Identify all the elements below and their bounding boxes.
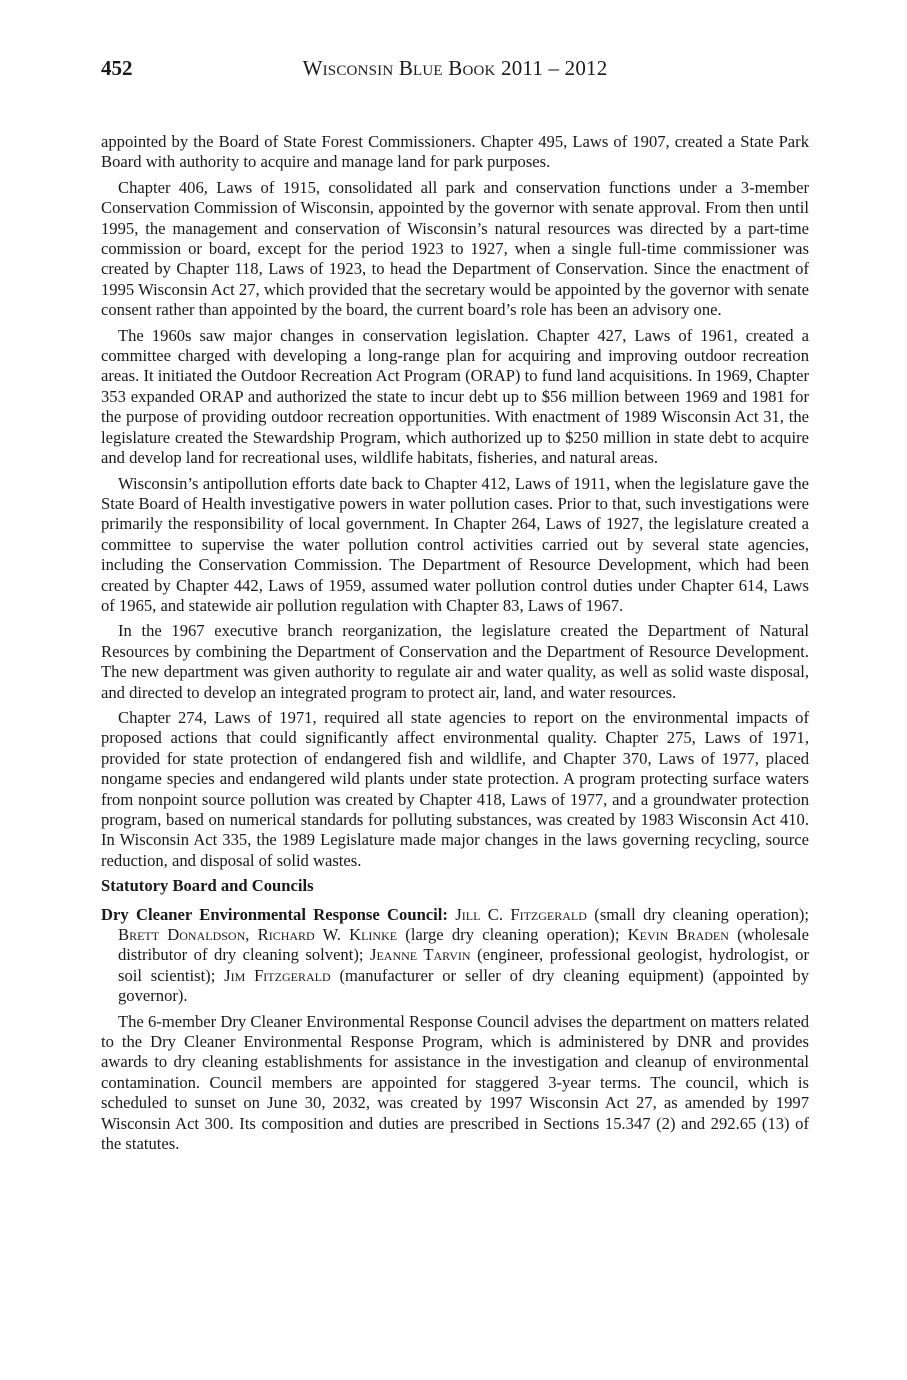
page-number: 452 [101, 56, 133, 80]
body-paragraph-3: The 1960s saw major changes in conservation legislation. Chapter 427, Laws of 1961, created a committee charged with developing a long-range plan for acquiring and improving outdoor recreation areas. It initiated the Outdoor Recreation Act Program (ORAP) to fund land acquisitions. In 1969, Chapter 353 expanded ORAP and authorized the state to incur debt up to $56 million between 1969 and 1981 for the purpose of providing outdoor recreation opportunities. With enactment of 1989 Wisconsin Act 31, the legislature created the Stewardship Program, which authorized up to $250 million in state debt to acquire and develop land for recreational uses, wildlife habitats, fisheries, and natural areas. [101, 325, 809, 468]
body-paragraph-5: In the 1967 executive branch reorganization, the legislature created the Department of Natural Resources by combining the Department of Conservation and the Department of Resource Development. The new department was given authority to regulate air and water quality, as well as solid waste disposal, and directed to develop an integrated program to protect air, land, and water resources. [101, 621, 809, 702]
member-role: (large dry cleaning operation); [397, 925, 628, 945]
member-name: Richard W. Klinke [257, 925, 398, 945]
council-name: Dry Cleaner Environmental Response Council: [101, 904, 448, 924]
member-role: (manufacturer or seller of dry cleaning equipment) (appointed by governor). [118, 965, 810, 1006]
page-body [101, 132, 809, 1160]
member-role: (small dry cleaning operation); [586, 904, 809, 924]
member-name: Jim Fitzgerald [224, 965, 331, 985]
member-name: Kevin Braden [627, 925, 729, 945]
body-paragraph-1: appointed by the Board of State Forest Commissioners. Chapter 495, Laws of 1907, created a State Park Board with authority to acquire and manage land for park purposes. [101, 132, 809, 172]
body-paragraph-6: Chapter 274, Laws of 1971, required all state agencies to report on the environmental impacts of proposed actions that could significantly affect environmental quality. Chapter 275, Laws of 1971, provided for state protection of endangered fish and wildlife, and Chapter 370, Laws of 1977, placed nongame species and endangered wild plants under state protection. A program protecting surface waters from nonpoint source pollution was created by Chapter 418, Laws of 1977, and a groundwater protection program, based on numerical standards for polluting substances, was created by 1983 Wisconsin Act 410. In Wisconsin Act 335, the 1989 Legislature made major changes in the laws governing recycling, source reduction, and disposal of solid wastes. [101, 707, 809, 870]
running-title: Wisconsin Blue Book 2011 – 2012 [302, 56, 608, 80]
body-paragraph-4: Wisconsin’s antipollution efforts date back to Chapter 412, Laws of 1911, when the legislature gave the State Board of Health investigative powers in water pollution cases. Prior to that, such investigations were primarily the responsibility of local government. In Chapter 264, Laws of 1927, the legislature created a committee to supervise the water pollution control activities carried out by several state agencies, including the Conservation Commission. The Department of Resource Development, which had been created by Chapter 442, Laws of 1959, assumed water pollution control duties under Chapter 614, Laws of 1965, and statewide air pollution regulation with Chapter 83, Laws of 1967. [101, 473, 809, 615]
member-name: Brett Donaldson [118, 925, 246, 945]
body-paragraph-2: Chapter 406, Laws of 1915, consolidated all park and conservation functions under a 3-member Conservation Commission of Wisconsin, appointed by the governor with senate approval. From then until 1995, the management and conservation of Wisconsin’s natural resources was directed by a part-time commission or board, except for the period 1923 to 1927, when a single full-time commissioner was created by Chapter 118, Laws of 1923, to head the Department of Conservation. Since the enactment of 1995 Wisconsin Act 27, which provided that the secretary would be appointed by the governor with senate consent rather than appointed by the board, the current board’s role has been an advisory one. [101, 177, 809, 320]
council-entry [101, 905, 809, 1007]
section-heading: Statutory Board and Councils [101, 876, 314, 896]
member-separator: , [245, 925, 258, 945]
member-name: Jill C. Fitzgerald [455, 904, 587, 924]
page-header [101, 56, 809, 84]
member-role: (engineer, professional geologist, hydrologist, or soil scientist); [118, 945, 809, 985]
member-role: (wholesale distributor of dry cleaning solvent); [118, 925, 810, 965]
council-description: The 6-member Dry Cleaner Environmental Response Council advises the department on matters related to the Dry Cleaner Environmental Response Program, which is administered by DNR and provides awards to dry cleaning establishments for assistance in the investigation and cleanup of environmental contamination. Council members are appointed for staggered 3-year terms. The council, which is scheduled to sunset on June 30, 2032, was created by 1997 Wisconsin Act 27, as amended by 1997 Wisconsin Act 300. Its composition and duties are prescribed in Sections 15.347 (2) and 292.65 (13) of the statutes. [101, 1011, 809, 1154]
member-name: Jeanne Tarvin [370, 945, 471, 965]
